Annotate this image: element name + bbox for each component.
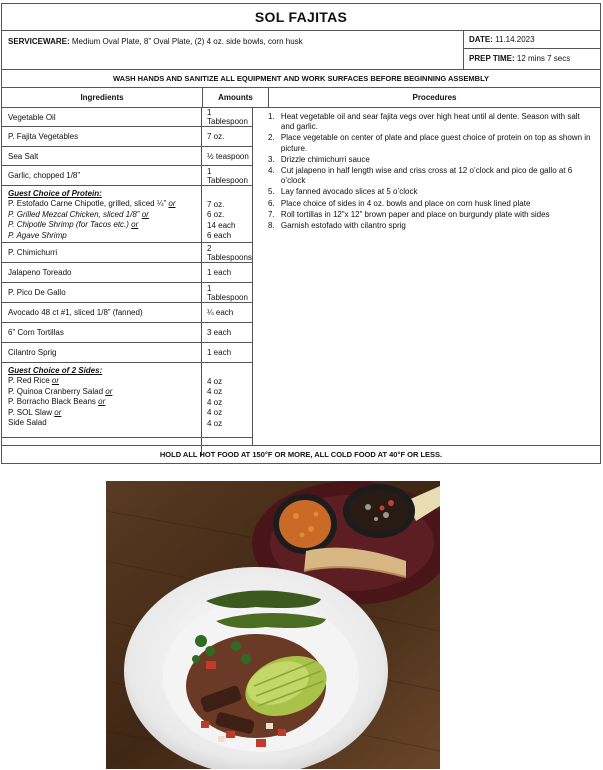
protein-group-row	[2, 186, 252, 243]
hold-temperature-notice: HOLD ALL HOT FOOD AT 150°F OR MORE, ALL COLD FOOD AT 40°F OR LESS.	[1, 446, 601, 464]
side-amount: 4 oz	[207, 387, 223, 396]
plated-dish-photo	[106, 481, 440, 769]
ingredient-amount: ½ teaspoon	[207, 151, 249, 161]
ingredient-name: Jalapeno Toreado	[2, 263, 202, 282]
ingredient-name: Garlic, chopped 1/8”	[2, 166, 202, 185]
protein-amount: 6 oz.	[207, 210, 225, 219]
ingredient-name: P. Fajita Vegetables	[2, 127, 202, 146]
protein-amounts	[202, 186, 252, 242]
ingredient-row	[2, 343, 252, 363]
ingredient-row	[2, 127, 252, 147]
protein-option: P. Grilled Mezcal Chicken, sliced 1/8” or	[8, 209, 149, 219]
ingredients-header: Ingredients	[2, 88, 203, 107]
ingredient-name: Cilantro Sprig	[2, 343, 202, 362]
ingredient-amount: 1 Tablespoon	[207, 283, 248, 302]
ingredient-row	[2, 323, 252, 343]
protein-option: P. Chipotle Shrimp (for Tacos etc.) or	[8, 220, 139, 229]
procedure-step: 4. Cut jalapeno in half length wise and criss cross at 12 o’clock and pico de gallo at 6 o’clock	[277, 166, 594, 186]
side-option: P. SOL Slaw or	[8, 407, 62, 417]
side-amount: 4 oz	[207, 397, 223, 407]
ingredient-name: Vegetable Oil	[2, 108, 202, 126]
recipe-body	[1, 108, 601, 446]
ingredient-amount: 3 each	[207, 328, 232, 337]
title-row	[1, 3, 601, 31]
ingredient-row	[2, 108, 252, 127]
ingredient-row	[2, 263, 252, 283]
procedure-step: 1. Heat vegetable oil and sear fajita vegs over high heat until al dente. Season with salt and garlic.	[277, 112, 594, 132]
serviceware-label: SERVICEWARE:	[8, 37, 70, 46]
sides-amounts	[202, 363, 252, 437]
serviceware	[2, 31, 464, 69]
side-option: P. Quinoa Cranberry Salad or	[8, 386, 113, 396]
sides-group-row	[2, 363, 252, 438]
meta-row	[1, 31, 601, 70]
ingredient-amount: 1 each	[207, 268, 232, 277]
protein-options	[2, 186, 202, 242]
ingredient-amount: 1 Tablespoon	[207, 166, 248, 185]
amounts-header: Amounts	[203, 88, 269, 107]
ingredient-amount: 1 Tablespoon	[207, 108, 248, 126]
ingredient-name: P. Pico De Gallo	[2, 283, 202, 302]
serviceware-value: Medium Oval Plate, 8” Oval Plate, (2) 4 oz. side bowls, corn husk	[71, 37, 303, 46]
prep-time-value: 12 mins 7 secs	[516, 54, 571, 63]
side-option: Side Salad	[8, 418, 47, 427]
ingredient-row	[2, 166, 252, 186]
protein-group-header: Guest Choice of Protein:	[8, 189, 102, 198]
ingredient-name: Sea Salt	[2, 147, 202, 165]
procedure-step: 7. Roll tortillas in 12”x 12” brown paper and place on burgundy plate with sides	[277, 210, 594, 220]
recipe-card	[1, 3, 601, 464]
meta-right	[464, 31, 600, 69]
procedure-step: 5. Lay fanned avocado slices at 5 o’clock	[277, 187, 594, 197]
date-label: DATE:	[469, 35, 493, 44]
protein-option: P. Estofado Carne Chipotle, grilled, sliced ¼” or	[8, 199, 176, 208]
ingredient-row	[2, 147, 252, 166]
side-option: P. Borracho Black Beans or	[8, 397, 106, 406]
date-field	[464, 31, 600, 49]
wash-notice: WASH HANDS AND SANITIZE ALL EQUIPMENT AND WORK SURFACES BEFORE BEGINNING ASSEMBLY	[1, 70, 601, 88]
ingredient-name: Avocado 48 ct #1, sliced 1/8” (fanned)	[2, 303, 202, 322]
procedure-step: 3. Drizzle chimichurri sauce	[277, 155, 594, 165]
ingredient-row	[2, 303, 252, 323]
procedures-header: Procedures	[412, 93, 457, 102]
side-amount: 4 oz	[207, 376, 223, 386]
ingredient-name: P. Chimichurri	[2, 243, 202, 262]
protein-option: P. Agave Shrimp	[8, 230, 67, 240]
ingredient-row	[2, 283, 252, 303]
ingredient-name: 6” Corn Tortillas	[2, 323, 202, 342]
ingredients-table	[2, 108, 253, 445]
procedure-step: 2. Place vegetable on center of plate and place guest choice of protein on top as shown in picture.	[277, 133, 594, 153]
column-headers	[1, 88, 601, 108]
prep-time-label: PREP TIME:	[469, 54, 515, 63]
sides-options	[2, 363, 202, 437]
procedure-step: 6. Place choice of sides in 4 oz. bowls and place on corn husk lined plate	[277, 199, 594, 209]
side-option: P. Red Rice or	[8, 376, 59, 385]
date-value: 11.14.2023	[495, 35, 535, 44]
ingredient-amount: 1 each	[207, 348, 232, 357]
protein-amount: 6 each	[207, 231, 232, 240]
prep-time-field	[464, 49, 600, 68]
ingredient-row	[2, 243, 252, 263]
protein-amount: 14 each	[207, 220, 236, 230]
procedure-step: 8. Garnish estofado with cilantro sprig	[277, 221, 594, 231]
side-amount: 4 oz	[207, 418, 223, 428]
ingredient-amount: ¼ each	[207, 308, 234, 317]
recipe-title: SOL FAJITAS	[254, 9, 348, 25]
ingredient-amount: 2 Tablespoons	[207, 243, 252, 262]
side-amount: 4 oz	[207, 408, 223, 417]
ingredient-amount: 7 oz.	[207, 132, 225, 141]
protein-amount: 7 oz.	[207, 199, 225, 209]
procedures-list	[253, 108, 600, 445]
sides-group-header: Guest Choice of 2 Sides:	[8, 366, 103, 375]
